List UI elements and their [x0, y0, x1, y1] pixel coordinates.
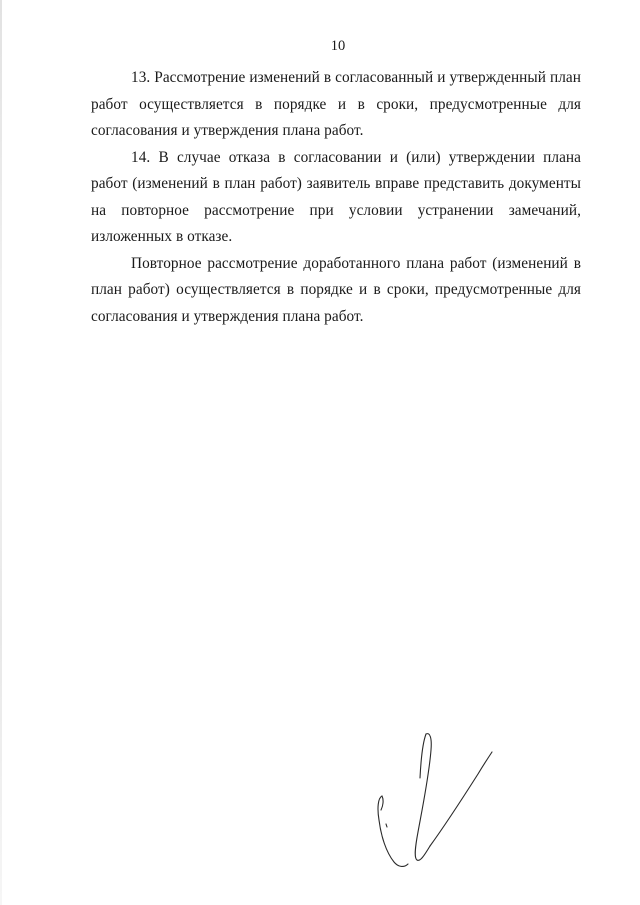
paragraph-14: 14. В случае отказа в согласовании и (или) утверждении плана работ (изменений в план работ) заявитель вправе представить документы на повторное рассмотрение при условии устранении замечаний, изложенных в отказе. — [91, 148, 581, 245]
paragraph-13: 13. Рассмотрение изменений в согласованный и утвержденный план работ осуществляется в порядке и в сроки, предусмотренные для согласования и утверждения плана работ. — [91, 69, 581, 139]
document-body — [91, 65, 581, 330]
page-number: 10 — [330, 38, 346, 54]
scan-edge — [0, 0, 2, 905]
signature-icon — [368, 728, 500, 873]
paragraph-resubmission: Повторное рассмотрение доработанного плана работ (изменений в план работ) осуществляется в порядке и в сроки, предусмотренные для согласования и утверждения плана работ. — [91, 254, 581, 325]
